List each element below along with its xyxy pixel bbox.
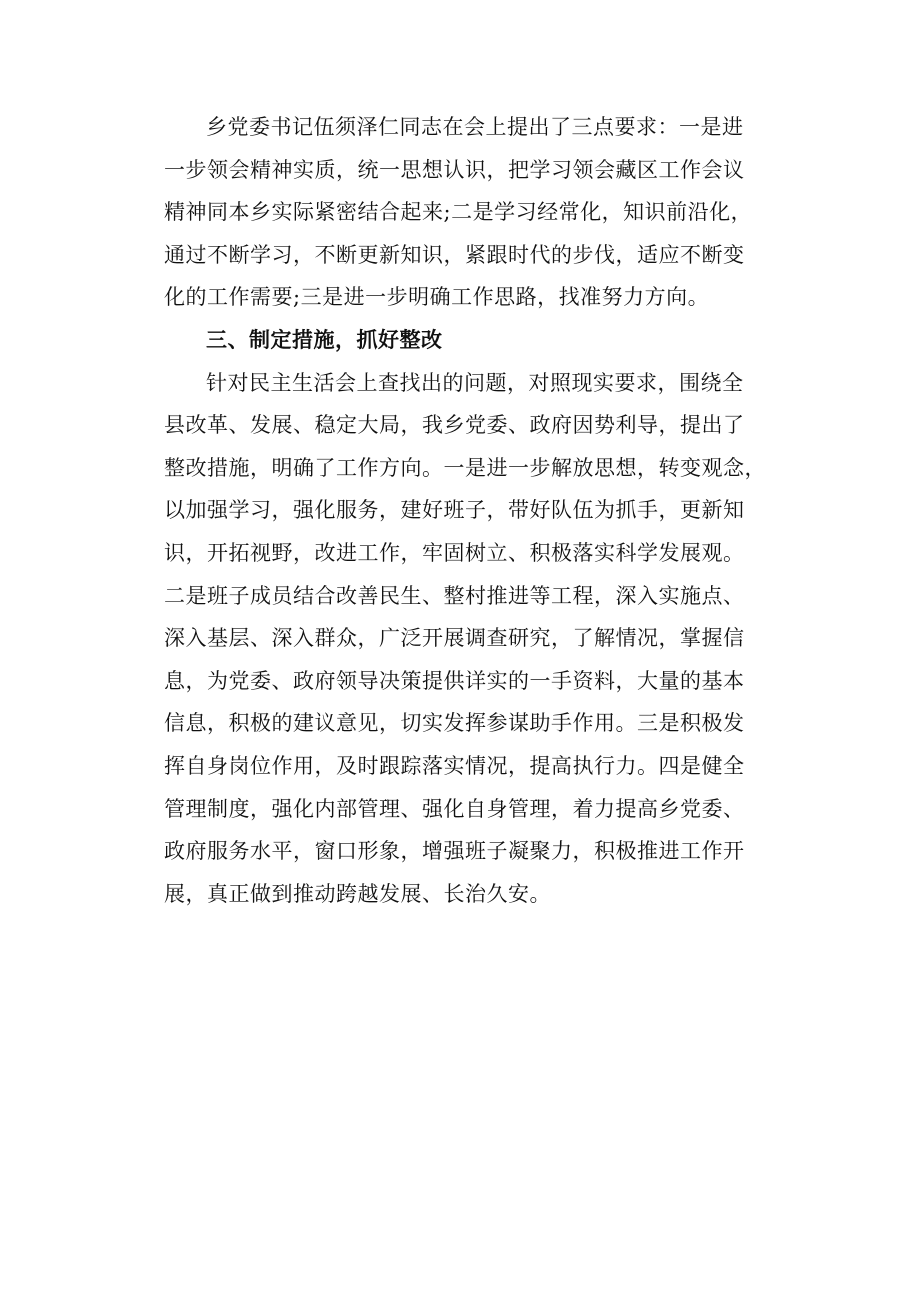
paragraph-line: 通过不断学习，不断更新知识，紧跟时代的步伐，适应不断变 xyxy=(164,242,745,267)
paragraph-measures xyxy=(164,362,784,916)
paragraph-line: 整改措施，明确了工作方向。一是进一步解放思想，转变观念， xyxy=(164,455,766,480)
paragraph-line: 信息，积极的建议意见，切实发挥参谋助手作用。三是积极发 xyxy=(164,711,745,736)
paragraph-line: 息，为党委、政府领导决策提供详实的一手资料，大量的基本 xyxy=(164,668,745,693)
paragraph-requirements xyxy=(164,106,784,319)
paragraph-line: 化的工作需要;三是进一步明确工作思路，找准努力方向。 xyxy=(164,285,710,310)
section-heading: 三、制定措施，抓好整改 xyxy=(206,327,443,352)
paragraph-line: 县改革、发展、稳定大局，我乡党委、政府因势利导，提出了 xyxy=(164,413,745,438)
paragraph-line: 针对民主生活会上查找出的问题，对照现实要求，围绕全 xyxy=(206,370,744,395)
paragraph-line: 挥自身岗位作用，及时跟踪落实情况，提高执行力。四是健全 xyxy=(164,753,745,778)
paragraph-line: 展，真正做到推动跨越发展、长治久安。 xyxy=(164,881,551,906)
paragraph-line: 管理制度，强化内部管理、强化自身管理，着力提高乡党委、 xyxy=(164,796,745,821)
paragraph-line: 二是班子成员结合改善民生、整村推进等工程，深入实施点、 xyxy=(164,583,745,608)
paragraph-line: 政府服务水平，窗口形象，增强班子凝聚力，积极推进工作开 xyxy=(164,839,745,864)
paragraph-line: 精神同本乡实际紧密结合起来;二是学习经常化，知识前沿化， xyxy=(164,200,753,225)
document-body xyxy=(164,106,784,915)
paragraph-line: 识，开拓视野，改进工作，牢固树立、积极落实科学发展观。 xyxy=(164,540,745,565)
paragraph-line: 乡党委书记伍须泽仁同志在会上提出了三点要求：一是进 xyxy=(206,115,744,139)
paragraph-line: 以加强学习，强化服务，建好班子，带好队伍为抓手，更新知 xyxy=(164,498,745,523)
paragraph-line: 深入基层、深入群众，广泛开展调查研究，了解情况，掌握信 xyxy=(164,626,745,651)
paragraph-line: 一步领会精神实质，统一思想认识，把学习领会藏区工作会议 xyxy=(164,157,745,182)
